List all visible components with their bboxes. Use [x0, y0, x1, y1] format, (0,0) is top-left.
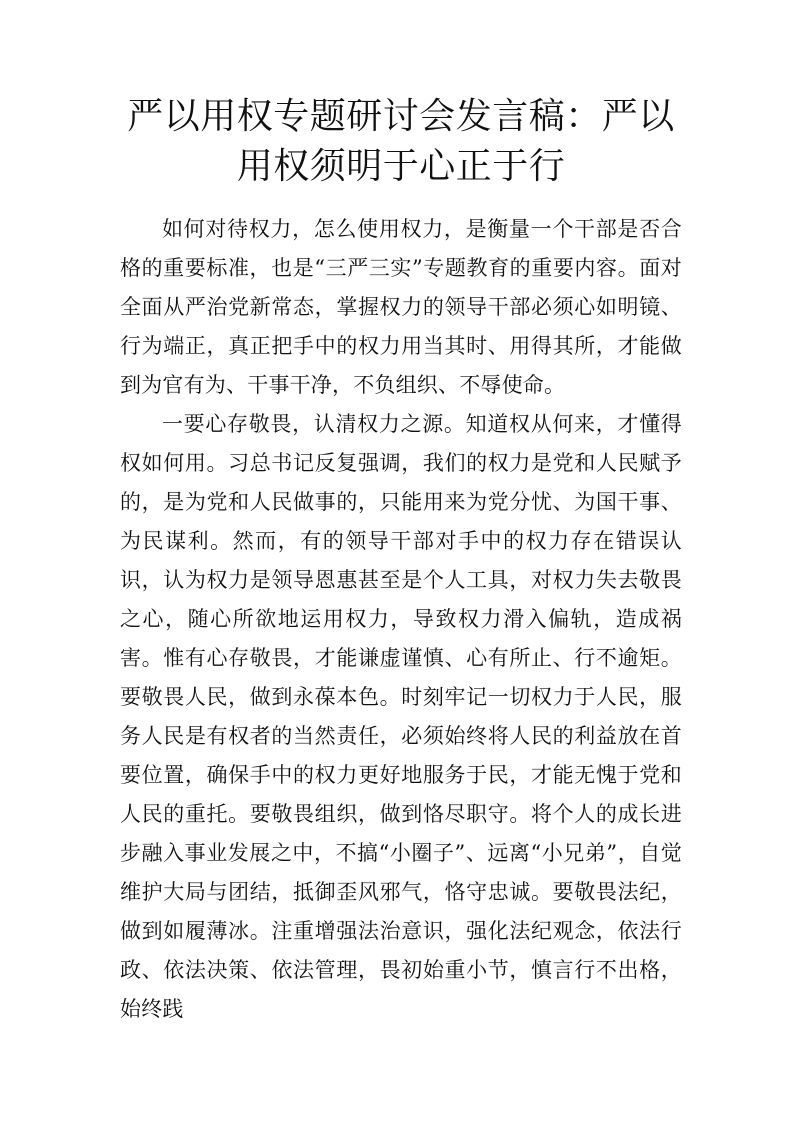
paragraph-intro: 如何对待权力，怎么使用权力，是衡量一个干部是否合格的重要标准，也是“三严三实”专题教育的重要内容。面对全面从严治党新常态，掌握权力的领导干部必须心如明镜、行为端正，真正把手中的权力用当其时、用得其所，才能做到为官有为、干事干净，不负组织、不辱使命。: [120, 217, 682, 397]
document-title: 严以用权专题研讨会发言稿：严以用权须明于心正于行: [127, 96, 675, 187]
paragraph-awe-of-power: 一要心存敬畏，认清权力之源。知道权从何来，才懂得权如何用。习总书记反复强调，我们的权力是党和人民赋予的，是为党和人民做事的，只能用来为党分忧、为国干事、为民谋利。然而，有的领导干部对手中的权力存在错误认识，认为权力是领导恩惠甚至是个人工具，对权力失去敬畏之心，随心所欲地运用权力，导致权力滑入偏轨，造成祸害。惟有心存敬畏，才能谦虚谨慎、心有所止、行不逾矩。要敬畏人民，做到永葆本色。时刻牢记一切权力于人民，服务人民是有权者的当然责任，必须始终将人民的利益放在首要位置，确保手中的权力更好地服务于民，才能无愧于党和人民的重托。要敬畏组织，做到恪尽职守。将个人的成长进步融入事业发展之中，不搞“小圈子”、远离“小兄弟”，自觉维护大局与团结，抵御歪风邪气，恪守忠诚。要敬畏法纪，做到如履薄冰。注重增强法治意识，强化法纪观念，依法行政、依法决策、依法管理，畏初始重小节，慎言行不出格，始终践: [120, 412, 682, 1021]
document-body: [120, 210, 682, 1029]
